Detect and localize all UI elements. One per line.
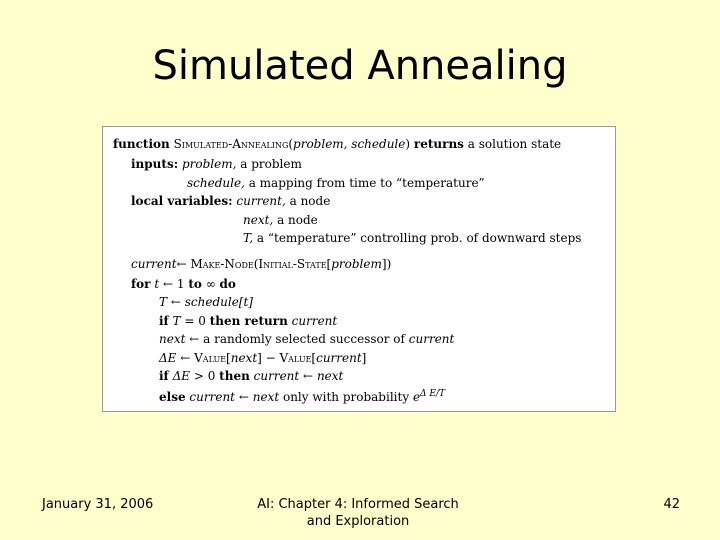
assign-arrow: ←	[170, 295, 181, 309]
then-next: next	[316, 369, 344, 383]
for-var-t: t	[154, 277, 160, 291]
keyword-for: for	[131, 277, 151, 291]
algorithm-line-local-vars	[131, 192, 330, 210]
delta-e: ΔE	[159, 351, 177, 365]
var-next-name: next,	[243, 213, 274, 227]
keyword-if-2: if	[159, 369, 169, 383]
algorithm-line-function	[113, 135, 561, 153]
function-params: problem, schedule	[293, 137, 406, 151]
cond-t: T	[172, 314, 181, 328]
var-t-name: T,	[243, 231, 254, 245]
input-problem-name: problem,	[181, 157, 237, 171]
algorithm-line-delta	[159, 349, 366, 367]
init-problem: problem	[331, 257, 382, 271]
keyword-else: else	[159, 390, 186, 404]
else-probability-text: only with probability	[282, 390, 410, 404]
for-infinity: ∞	[205, 277, 216, 291]
var-current-name: current,	[236, 194, 286, 208]
cond-delta-e: ΔE	[172, 369, 190, 383]
keyword-function: function	[113, 137, 170, 151]
var-next-desc: a node	[277, 213, 318, 227]
assign-schedule: schedule[t]	[184, 295, 253, 309]
slide-title: Simulated Annealing	[152, 43, 568, 89]
then-arrow: ←	[303, 369, 314, 383]
delta-value-minus: ] − Value[	[257, 351, 317, 365]
else-current: current	[189, 390, 235, 404]
algorithm-line-next-var	[243, 211, 318, 229]
algorithm-line-temp	[159, 293, 253, 311]
init-current: current	[131, 257, 177, 271]
else-arrow: ←	[238, 390, 249, 404]
algorithm-line-inputs	[131, 155, 302, 173]
algorithm-line-t-var	[243, 229, 581, 247]
function-name: Simulated-Annealing(	[173, 137, 294, 151]
function-close-paren: )	[405, 137, 411, 151]
return-current: current	[291, 314, 338, 328]
var-t-desc: a “temperature” controlling prob. of downward steps	[256, 231, 582, 245]
keyword-if: if	[159, 314, 169, 328]
input-problem-desc: a problem	[240, 157, 302, 171]
next-of-current: current	[408, 332, 455, 346]
else-exp-base: e	[412, 390, 421, 404]
assign-t: T	[159, 295, 168, 309]
return-description: a solution state	[467, 137, 562, 151]
algorithm-line-for	[131, 275, 236, 293]
algorithm-line-if-t-zero	[159, 312, 337, 330]
init-close: ])	[381, 257, 392, 271]
input-schedule-name: schedule,	[187, 176, 245, 190]
keyword-local-variables: local variables:	[131, 194, 233, 208]
delta-current: current	[316, 351, 362, 365]
footer-course-line-1: AI: Chapter 4: Informed Search	[257, 497, 459, 512]
cond-eq-zero: = 0	[184, 314, 206, 328]
keyword-do: do	[219, 277, 236, 291]
input-schedule-desc: a mapping from time to “temperature”	[248, 176, 485, 190]
algorithm-line-schedule	[187, 174, 485, 192]
algorithm-line-if-delta	[159, 367, 343, 385]
algorithm-line-init	[131, 255, 391, 273]
keyword-inputs: inputs:	[131, 157, 179, 171]
keyword-to: to	[188, 277, 202, 291]
keyword-then: then	[219, 369, 250, 383]
footer-course-title	[238, 496, 478, 530]
delta-value-open: ← Value[	[180, 351, 231, 365]
init-make-node: ← Make-Node(Initial-State[	[176, 257, 332, 271]
var-current-desc: a node	[289, 194, 331, 208]
else-exp-power: Δ E/T	[420, 389, 446, 399]
footer-page-number: 42	[663, 497, 680, 512]
next-var: next	[159, 332, 186, 346]
footer-date: January 31, 2006	[42, 497, 154, 512]
algorithm-pseudocode-box	[102, 126, 616, 412]
delta-next: next	[230, 351, 258, 365]
delta-close: ]	[361, 351, 367, 365]
then-current: current	[253, 369, 300, 383]
algorithm-line-next	[159, 330, 454, 348]
else-next: next	[252, 390, 280, 404]
cond-gt-zero: > 0	[193, 369, 216, 383]
footer-course-line-2: and Exploration	[306, 514, 410, 529]
for-init: ← 1	[162, 277, 185, 291]
next-desc: ← a randomly selected successor of	[189, 332, 405, 346]
keyword-then-return: then return	[209, 314, 288, 328]
algorithm-line-else	[159, 385, 445, 406]
keyword-returns: returns	[413, 137, 464, 151]
